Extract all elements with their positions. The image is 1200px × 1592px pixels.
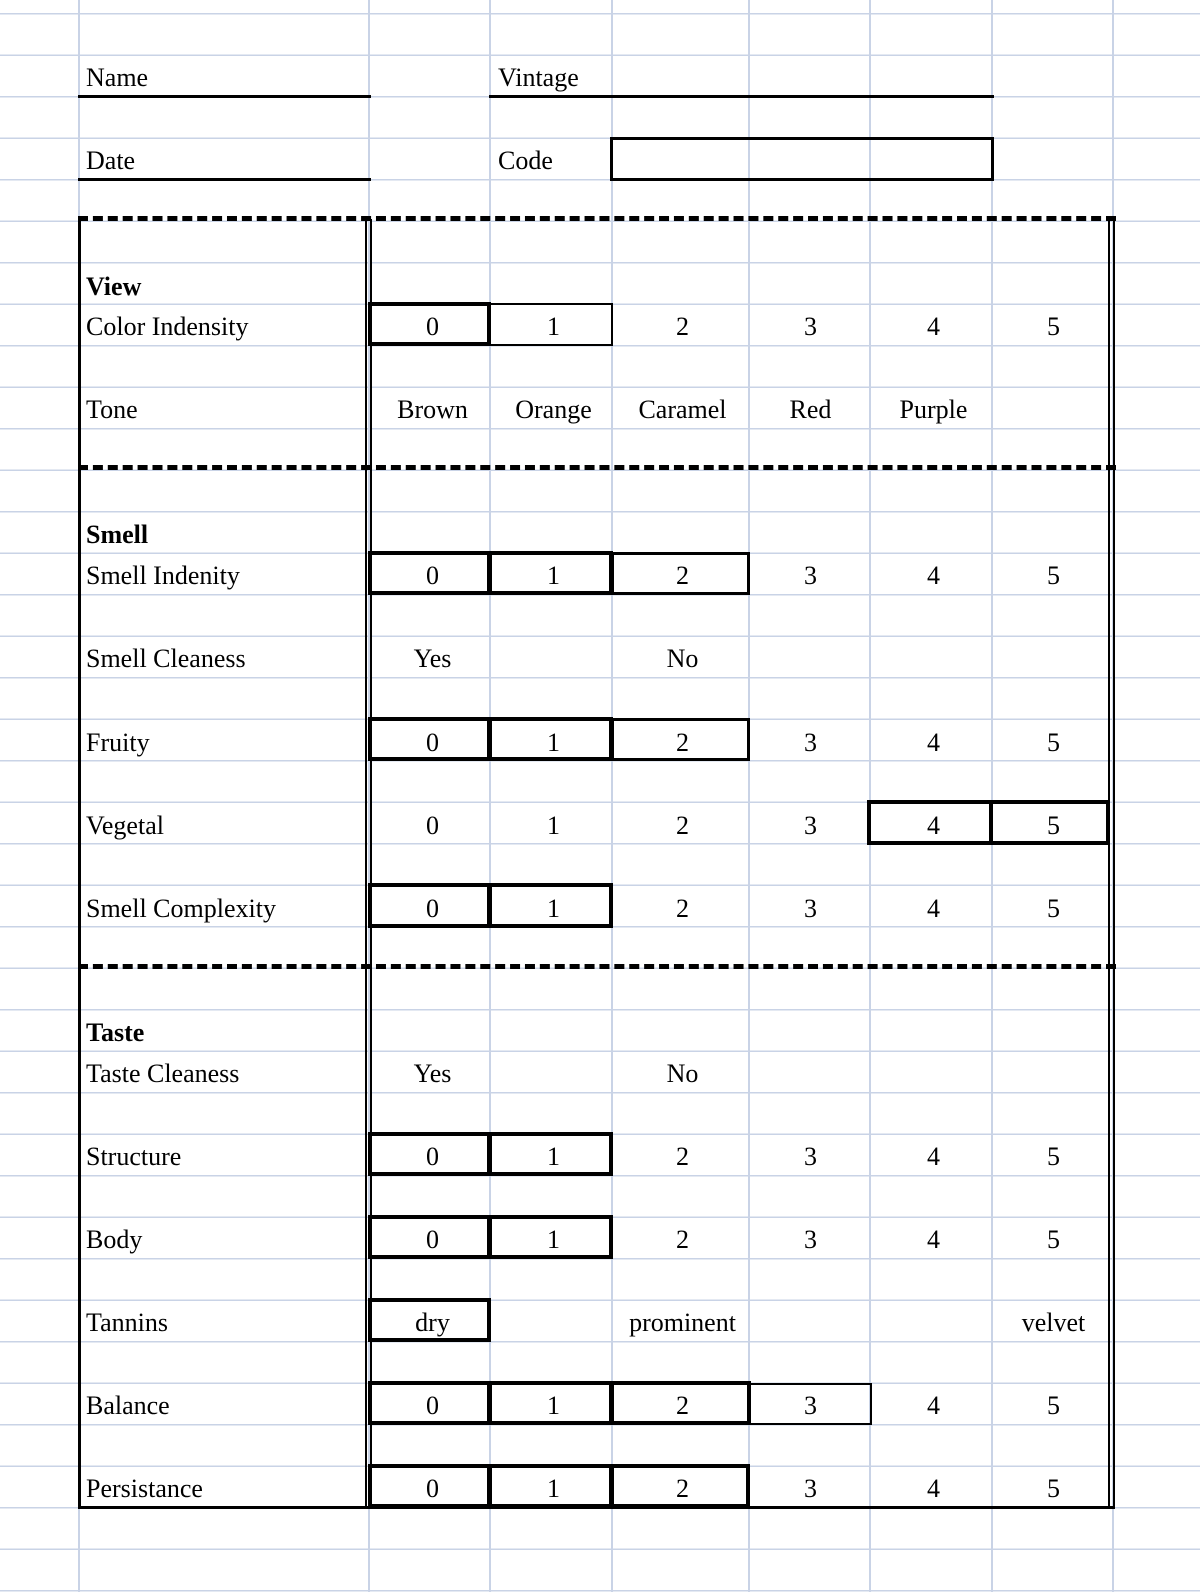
option-2[interactable]: 2 xyxy=(676,728,689,757)
option-3[interactable]: 3 xyxy=(804,1391,817,1420)
name-label: Name xyxy=(86,63,149,92)
option-5[interactable]: 5 xyxy=(1047,728,1060,757)
row-label: Tannins xyxy=(86,1308,168,1337)
option-1[interactable]: 1 xyxy=(547,1225,560,1254)
option-3[interactable]: 3 xyxy=(804,561,817,590)
option-prominent[interactable]: prominent xyxy=(629,1308,736,1337)
option-2[interactable]: 2 xyxy=(676,1474,689,1503)
option-4[interactable]: 4 xyxy=(927,811,940,840)
row-label: Smell Cleaness xyxy=(86,644,246,673)
date-label: Date xyxy=(86,146,136,175)
row-label: Tone xyxy=(86,395,138,424)
option-3[interactable]: 3 xyxy=(804,728,817,757)
option-5[interactable]: 5 xyxy=(1047,312,1060,341)
option-yes[interactable]: Yes xyxy=(413,644,452,673)
option-0[interactable]: 0 xyxy=(426,1474,439,1503)
option-1[interactable]: 1 xyxy=(547,728,560,757)
option-purple[interactable]: Purple xyxy=(899,395,968,424)
option-4[interactable]: 4 xyxy=(927,1225,940,1254)
option-caramel[interactable]: Caramel xyxy=(638,395,727,424)
option-1[interactable]: 1 xyxy=(547,312,560,341)
name-input-line[interactable] xyxy=(78,95,371,98)
option-0[interactable]: 0 xyxy=(426,1142,439,1171)
option-4[interactable]: 4 xyxy=(927,1391,940,1420)
option-0[interactable]: 0 xyxy=(426,894,439,923)
option-1[interactable]: 1 xyxy=(547,561,560,590)
option-2[interactable]: 2 xyxy=(676,561,689,590)
option-5[interactable]: 5 xyxy=(1047,1391,1060,1420)
option-4[interactable]: 4 xyxy=(927,312,940,341)
option-3[interactable]: 3 xyxy=(804,1225,817,1254)
option-5[interactable]: 5 xyxy=(1047,561,1060,590)
vintage-input-line[interactable] xyxy=(489,95,994,98)
option-brown[interactable]: Brown xyxy=(397,395,468,424)
section-title-smell: Smell xyxy=(86,520,149,549)
option-0[interactable]: 0 xyxy=(426,811,439,840)
option-velvet[interactable]: velvet xyxy=(1021,1308,1086,1337)
code-label: Code xyxy=(498,146,553,175)
option-orange[interactable]: Orange xyxy=(515,395,592,424)
frame-right-b xyxy=(1113,219,1115,1509)
option-1[interactable]: 1 xyxy=(547,1474,560,1503)
option-0[interactable]: 0 xyxy=(426,312,439,341)
option-1[interactable]: 1 xyxy=(547,1391,560,1420)
row-label: Smell Indenity xyxy=(86,561,240,590)
option-0[interactable]: 0 xyxy=(426,1225,439,1254)
option-0[interactable]: 0 xyxy=(426,728,439,757)
option-1[interactable]: 1 xyxy=(547,1142,560,1171)
row-label: Persistance xyxy=(86,1474,203,1503)
option-3[interactable]: 3 xyxy=(804,312,817,341)
option-yes[interactable]: Yes xyxy=(413,1059,452,1088)
option-4[interactable]: 4 xyxy=(927,561,940,590)
option-2[interactable]: 2 xyxy=(676,894,689,923)
row-label: Vegetal xyxy=(86,811,164,840)
option-no[interactable]: No xyxy=(666,1059,699,1088)
frame-left xyxy=(78,219,81,1509)
option-1[interactable]: 1 xyxy=(547,811,560,840)
row-label: Fruity xyxy=(86,728,150,757)
section-divider-smell-taste xyxy=(78,964,1116,969)
option-no[interactable]: No xyxy=(666,644,699,673)
option-red[interactable]: Red xyxy=(789,395,832,424)
option-2[interactable]: 2 xyxy=(676,312,689,341)
row-label: Taste Cleaness xyxy=(86,1059,240,1088)
option-5[interactable]: 5 xyxy=(1047,1225,1060,1254)
option-4[interactable]: 4 xyxy=(927,894,940,923)
option-2[interactable]: 2 xyxy=(676,1142,689,1171)
section-title-taste: Taste xyxy=(86,1018,145,1047)
section-divider-view-smell xyxy=(78,465,1116,470)
option-5[interactable]: 5 xyxy=(1047,894,1060,923)
vintage-label: Vintage xyxy=(498,63,579,92)
option-1[interactable]: 1 xyxy=(547,894,560,923)
option-4[interactable]: 4 xyxy=(927,1474,940,1503)
option-2[interactable]: 2 xyxy=(676,1225,689,1254)
option-3[interactable]: 3 xyxy=(804,1474,817,1503)
option-0[interactable]: 0 xyxy=(426,561,439,590)
frame-label-divider-a xyxy=(365,219,367,1509)
code-input-box[interactable] xyxy=(610,137,994,181)
option-5[interactable]: 5 xyxy=(1047,1142,1060,1171)
row-label: Balance xyxy=(86,1391,170,1420)
row-label: Structure xyxy=(86,1142,182,1171)
option-0[interactable]: 0 xyxy=(426,1391,439,1420)
option-3[interactable]: 3 xyxy=(804,894,817,923)
section-title-view: View xyxy=(86,272,142,301)
option-dry[interactable]: dry xyxy=(415,1308,450,1337)
option-4[interactable]: 4 xyxy=(927,1142,940,1171)
option-2[interactable]: 2 xyxy=(676,811,689,840)
option-3[interactable]: 3 xyxy=(804,1142,817,1171)
option-3[interactable]: 3 xyxy=(804,811,817,840)
row-label: Smell Complexity xyxy=(86,894,276,923)
row-label: Body xyxy=(86,1225,143,1254)
option-5[interactable]: 5 xyxy=(1047,811,1060,840)
section-divider-top xyxy=(78,216,1116,221)
option-2[interactable]: 2 xyxy=(676,1391,689,1420)
option-5[interactable]: 5 xyxy=(1047,1474,1060,1503)
row-label: Color Indensity xyxy=(86,312,249,341)
date-input-line[interactable] xyxy=(78,178,371,181)
option-4[interactable]: 4 xyxy=(927,728,940,757)
